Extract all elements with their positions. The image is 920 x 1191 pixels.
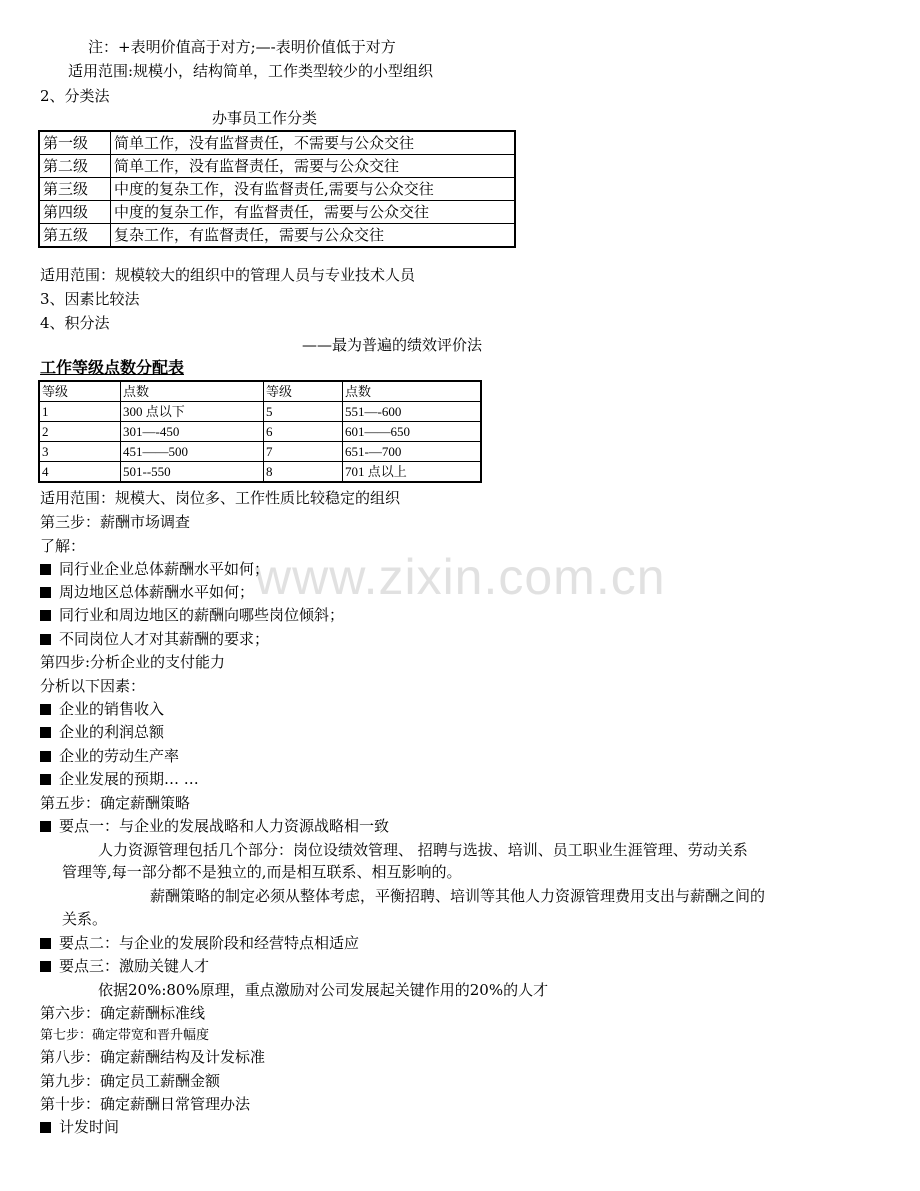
paragraph-line: 人力资源管理包括几个部分：岗位设绩效管理、 招聘与选拔、培训、员工职业生涯管理、劳动关系 <box>98 841 748 859</box>
method-2-heading: 2、分类法 <box>40 87 110 105</box>
method-3-heading: 3、因素比较法 <box>40 290 140 308</box>
scope-line-3: 适用范围：规模大、岗位多、工作性质比较稳定的组织 <box>40 489 401 507</box>
paragraph-line: 管理等,每一部分都不是独立的,而是相互联系、相互影响的。 <box>62 863 462 881</box>
table-cell: 601——650 <box>343 422 482 442</box>
step-6-heading: 第六步：确定薪酬标准线 <box>40 1004 206 1022</box>
table-cell: 7 <box>264 442 343 462</box>
bullet-item: 要点二：与企业的发展阶段和经营特点相适应 <box>40 933 359 953</box>
bullet-item: 计发时间 <box>40 1117 119 1137</box>
step-8-heading: 第八步：确定薪酬结构及计发标准 <box>40 1048 266 1066</box>
square-bullet-icon <box>40 821 51 832</box>
note-line: 注：+表明价值高于对方;—-表明价值低于对方 <box>88 38 396 56</box>
square-bullet-icon <box>40 634 51 645</box>
step-9-heading: 第九步：确定员工薪酬金额 <box>40 1072 221 1090</box>
table-row <box>39 442 481 462</box>
level-cell: 第二级 <box>39 155 111 178</box>
square-bullet-icon <box>40 704 51 715</box>
bullet-item: 要点三：激励关键人才 <box>40 956 209 976</box>
bullet-item: 周边地区总体薪酬水平如何； <box>40 582 254 602</box>
scope-line-1: 适用范围:规模小，结构简单，工作类型较少的小型组织 <box>68 62 434 80</box>
step-7-heading: 第七步：确定带宽和晋升幅度 <box>40 1028 210 1043</box>
square-bullet-icon <box>40 727 51 738</box>
table-cell: 651-—700 <box>343 442 482 462</box>
description-cell: 简单工作，没有监督责任，需要与公众交往 <box>111 155 516 178</box>
header-cell: 等级 <box>264 381 343 402</box>
table-cell: 501--550 <box>121 462 264 483</box>
table-row <box>39 462 481 483</box>
square-bullet-icon <box>40 1122 51 1133</box>
square-bullet-icon <box>40 961 51 972</box>
paragraph-line: 依据20%:80%原理，重点激励对公司发展起关键作用的20%的人才 <box>98 981 549 999</box>
level-cell: 第一级 <box>39 131 111 155</box>
understand-label: 了解： <box>40 537 86 555</box>
paragraph-line: 薪酬策略的制定必须从整体考虑，平衡招聘、培训等其他人力资源管理费用支出与薪酬之间的 <box>150 887 766 905</box>
level-cell: 第五级 <box>39 224 111 248</box>
description-cell: 复杂工作，有监督责任，需要与公众交往 <box>111 224 516 248</box>
dash-note: ——最为普遍的绩效评价法 <box>302 336 483 354</box>
bullet-item: 企业的劳动生产率 <box>40 746 179 766</box>
header-cell: 点数 <box>343 381 482 402</box>
method-4-heading: 4、积分法 <box>40 314 110 332</box>
bullet-item: 同行业企业总体薪酬水平如何； <box>40 559 269 579</box>
table-cell: 3 <box>39 442 121 462</box>
bullet-item: 企业的销售收入 <box>40 699 164 719</box>
description-cell: 中度的复杂工作，有监督责任，需要与公众交往 <box>111 201 516 224</box>
bullet-item: 不同岗位人才对其薪酬的要求； <box>40 629 269 649</box>
table-cell: 1 <box>39 402 121 422</box>
square-bullet-icon <box>40 564 51 575</box>
points-allocation-table <box>38 380 482 483</box>
table-row <box>39 422 481 442</box>
table-row <box>39 201 515 224</box>
table-cell: 8 <box>264 462 343 483</box>
level-cell: 第四级 <box>39 201 111 224</box>
table-row <box>39 155 515 178</box>
table-cell: 451——500 <box>121 442 264 462</box>
table-cell: 301—-450 <box>121 422 264 442</box>
table-cell: 4 <box>39 462 121 483</box>
table-header-row <box>39 381 481 402</box>
step-10-heading: 第十步：确定薪酬日常管理办法 <box>40 1095 251 1113</box>
step-4-heading: 第四步:分析企业的支付能力 <box>40 653 226 671</box>
header-cell: 等级 <box>39 381 121 402</box>
table-cell: 2 <box>39 422 121 442</box>
step-5-heading: 第五步：确定薪酬策略 <box>40 794 191 812</box>
table-cell: 551—-600 <box>343 402 482 422</box>
clerk-classification-table <box>38 130 516 248</box>
bullet-item: 同行业和周边地区的薪酬向哪些岗位倾斜； <box>40 605 344 625</box>
level-cell: 第三级 <box>39 178 111 201</box>
paragraph-line: 关系。 <box>62 910 108 928</box>
table-cell: 5 <box>264 402 343 422</box>
description-cell: 简单工作，没有监督责任，不需要与公众交往 <box>111 131 516 155</box>
square-bullet-icon <box>40 610 51 621</box>
watermark: www.zixin.com.cn <box>255 549 666 605</box>
table-row <box>39 178 515 201</box>
bullet-item: 企业发展的预期… … <box>40 769 199 789</box>
table-row <box>39 224 515 248</box>
bullet-item: 要点一：与企业的发展战略和人力资源战略相一致 <box>40 816 389 836</box>
square-bullet-icon <box>40 938 51 949</box>
points-table-title: 工作等级点数分配表 <box>40 358 185 377</box>
description-cell: 中度的复杂工作，没有监督责任,需要与公众交往 <box>111 178 516 201</box>
table-cell: 701 点以上 <box>343 462 482 483</box>
table-cell: 6 <box>264 422 343 442</box>
table-row <box>39 402 481 422</box>
scope-line-2: 适用范围：规模较大的组织中的管理人员与专业技术人员 <box>40 266 416 284</box>
square-bullet-icon <box>40 774 51 785</box>
clerk-table-title: 办事员工作分类 <box>212 109 318 127</box>
table-row <box>39 131 515 155</box>
square-bullet-icon <box>40 587 51 598</box>
header-cell: 点数 <box>121 381 264 402</box>
square-bullet-icon <box>40 751 51 762</box>
step-3-heading: 第三步：薪酬市场调查 <box>40 513 191 531</box>
table-cell: 300 点以下 <box>121 402 264 422</box>
bullet-item: 企业的利润总额 <box>40 722 164 742</box>
analyze-label: 分析以下因素： <box>40 677 146 695</box>
